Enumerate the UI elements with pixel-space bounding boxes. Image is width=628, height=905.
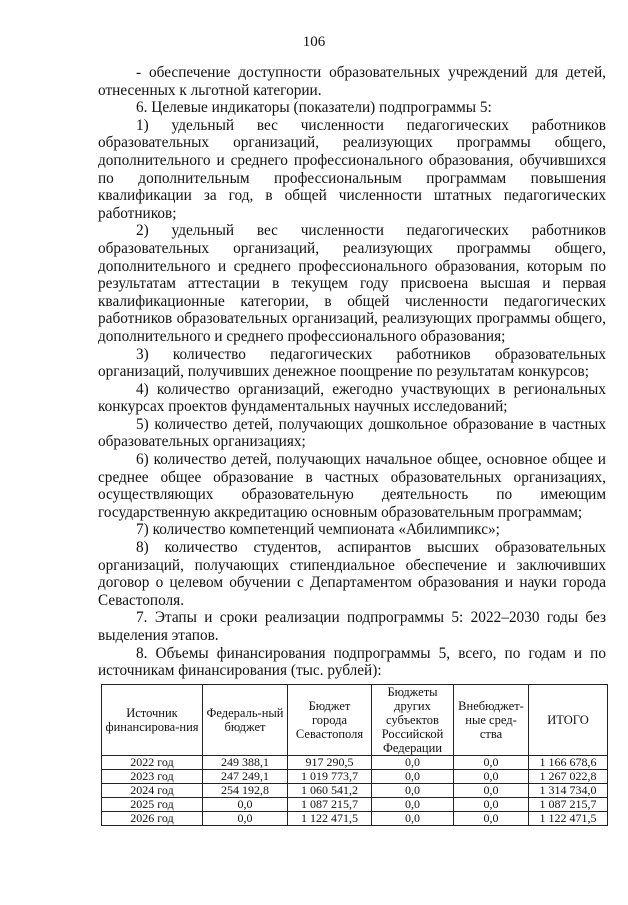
table-cell: 247 249,1 bbox=[203, 770, 288, 784]
header-other-regions-budget: Бюджеты других субъектов Российской Федерации bbox=[372, 685, 454, 756]
table-cell: 0,0 bbox=[372, 784, 454, 798]
header-extrabudgetary: Внебюджет-ные сред-ства bbox=[454, 685, 529, 756]
paragraph: 3) количество педагогических работников образовательных организаций, получивших денежное поощрение по результатам конкурсов; bbox=[98, 345, 606, 381]
table-cell: 1 019 773,7 bbox=[288, 770, 372, 784]
table-header-row bbox=[102, 685, 608, 756]
paragraph: 4) количество организаций, ежегодно участвующих в региональных конкурсах проектов фундаментальных научных исследований; bbox=[98, 380, 606, 416]
table-cell: 0,0 bbox=[203, 798, 288, 812]
document-body bbox=[98, 64, 606, 680]
header-total: ИТОГО bbox=[529, 685, 608, 756]
table-row bbox=[102, 812, 608, 826]
table-cell: 0,0 bbox=[454, 812, 529, 826]
table-cell: 1 122 471,5 bbox=[288, 812, 372, 826]
paragraph: 5) количество детей, получающих дошкольное образование в частных образовательных организациях; bbox=[98, 415, 606, 451]
table-cell: 2026 год bbox=[102, 812, 203, 826]
table-cell: 1 087 215,7 bbox=[288, 798, 372, 812]
financing-table-container bbox=[101, 684, 607, 826]
paragraph: 8) количество студентов, аспирантов высших образовательных организаций, получающих стипендиальное обеспечение и заключивших договор о целевом обучении с Департаментом образования и науки города Севастополя. bbox=[98, 539, 606, 609]
paragraph: - обеспечение доступности образовательных учреждений для детей, отнесенных к льготной категории. bbox=[98, 64, 606, 99]
table-cell: 2022 год bbox=[102, 756, 203, 770]
table-cell: 0,0 bbox=[372, 812, 454, 826]
table-cell: 0,0 bbox=[372, 756, 454, 770]
paragraph: 7. Этапы и сроки реализации подпрограммы 5: 2022–2030 годы без выделения этапов. bbox=[98, 609, 606, 644]
table-cell: 2023 год bbox=[102, 770, 203, 784]
table-cell: 1 060 541,2 bbox=[288, 784, 372, 798]
table-cell: 0,0 bbox=[454, 784, 529, 798]
table-cell: 1 267 022,8 bbox=[529, 770, 608, 784]
header-city-budget: Бюджет города Севастополя bbox=[288, 685, 372, 756]
paragraph: 2) удельный вес численности педагогических работников образовательных организаций, реализующих программы общего, дополнительного и среднего профессионального образования, которым по результатам аттестации в текущем году присвоена высшая и первая квалификационные категории, в общей численности педагогических работников образовательных организаций, реализующих программы общего, дополнительного и среднего профессионального образования; bbox=[98, 222, 606, 345]
table-cell: 0,0 bbox=[454, 770, 529, 784]
header-source: Источник финансирова-ния bbox=[102, 685, 203, 756]
table-cell: 917 290,5 bbox=[288, 756, 372, 770]
table-row bbox=[102, 784, 608, 798]
table-cell: 0,0 bbox=[454, 798, 529, 812]
paragraph: 8. Объемы финансирования подпрограммы 5, всего, по годам и по источникам финансирования (тыс. рублей): bbox=[98, 644, 606, 680]
table-row bbox=[102, 756, 608, 770]
paragraph: 7) количество компетенций чемпионата «Абилимпикс»; bbox=[136, 521, 500, 539]
table-cell: 249 388,1 bbox=[203, 756, 288, 770]
table-cell: 2025 год bbox=[102, 798, 203, 812]
paragraph: 6) количество детей, получающих начальное общее, основное общее и среднее общее образование в частных образовательных организациях, осуществляющих образовательную деятельность по имеющим государственную аккредитацию основным образовательным программам; bbox=[98, 451, 606, 521]
table-cell: 1 166 678,6 bbox=[529, 756, 608, 770]
table-cell: 0,0 bbox=[203, 812, 288, 826]
table-cell: 1 122 471,5 bbox=[529, 812, 608, 826]
financing-table bbox=[101, 684, 608, 826]
table-row bbox=[102, 770, 608, 784]
table-cell: 0,0 bbox=[454, 756, 529, 770]
table-cell: 0,0 bbox=[372, 770, 454, 784]
table-cell: 0,0 bbox=[372, 798, 454, 812]
table-cell: 1 314 734,0 bbox=[529, 784, 608, 798]
paragraph: 6. Целевые индикаторы (показатели) подпрограммы 5: bbox=[136, 99, 492, 117]
table-cell: 2024 год bbox=[102, 784, 203, 798]
table-row bbox=[102, 798, 608, 812]
page-number: 106 bbox=[302, 34, 326, 50]
header-federal-budget: Федераль-ный бюджет bbox=[203, 685, 288, 756]
table-cell: 1 087 215,7 bbox=[529, 798, 608, 812]
paragraph: 1) удельный вес численности педагогических работников образовательных организаций, реализующих программы общего, дополнительного и среднего профессионального образования, обучившихся по дополнительным профессиональным программам повышения квалификации за год, в общей численности штатных педагогических работников; bbox=[98, 116, 606, 222]
table-cell: 254 192,8 bbox=[203, 784, 288, 798]
